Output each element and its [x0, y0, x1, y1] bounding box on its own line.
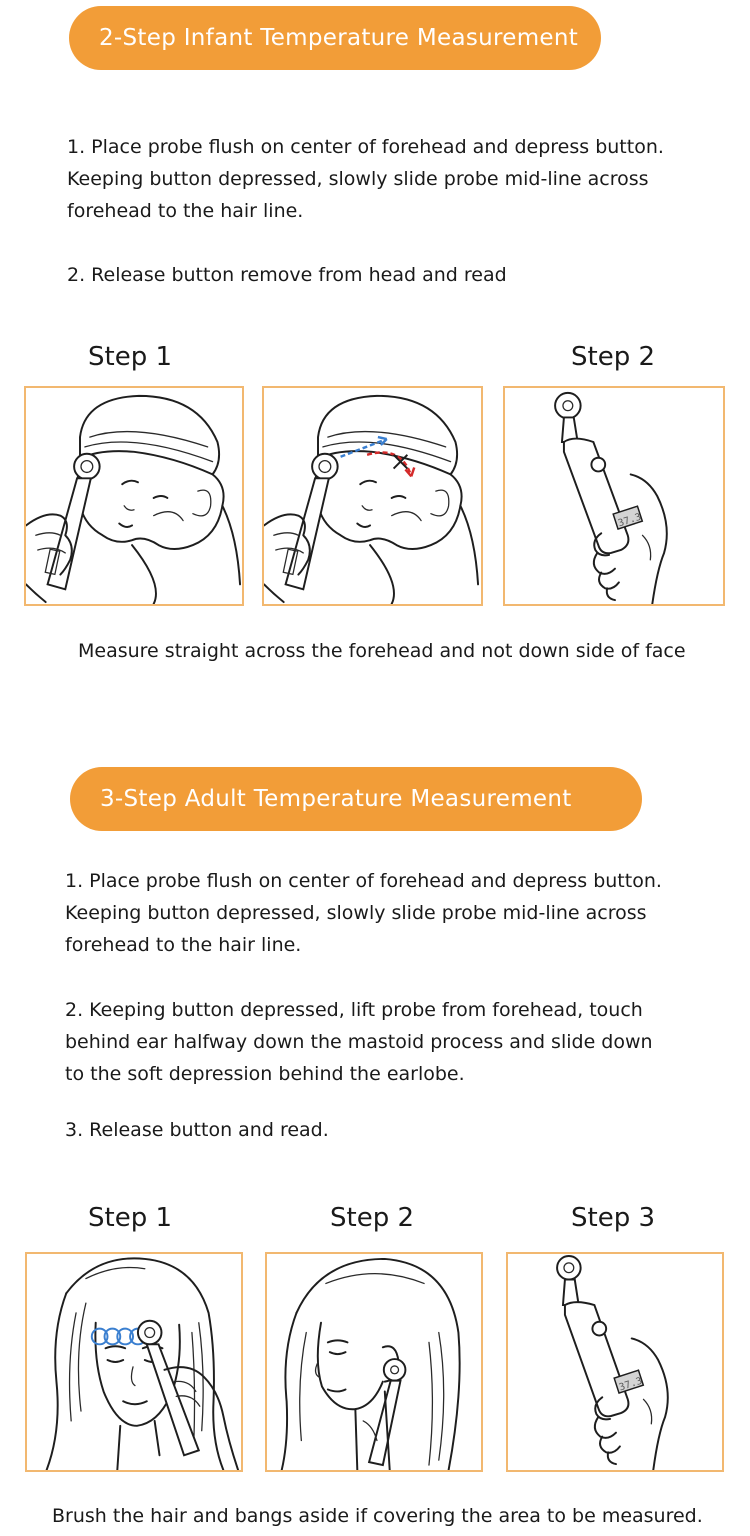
infant-step-1-illustration-direction	[262, 386, 483, 606]
infant-step-2-label: Step 2	[571, 342, 656, 372]
adult-step-2-text: 2. Keeping button depressed, lift probe from forehead, touch behind ear halfway down the mastoid process and slide down to the soft depression behind the earlobe.	[65, 999, 653, 1085]
infant-step-1-text: 1. Place probe flush on center of forehead and depress button. Keeping button depressed, slowly slide probe mid-line across forehead to the hair line.	[67, 136, 664, 222]
infant-step-1-label: Step 1	[88, 342, 173, 372]
adult-display-reading: 37.3	[617, 1375, 644, 1394]
infant-step-2-text: 2. Release button remove from head and read	[67, 264, 507, 286]
adult-step-2-label: Step 2	[330, 1203, 415, 1233]
adult-step-2-illustration	[265, 1252, 483, 1472]
infant-step-1-illustration	[24, 386, 244, 606]
adult-step-3-text: 3. Release button and read.	[65, 1119, 329, 1141]
infant-caption: Measure straight across the forehead and not down side of face	[78, 640, 686, 662]
infant-section-title: 2-Step Infant Temperature Measurement	[69, 6, 601, 70]
infant-display-reading: 37.3	[616, 511, 643, 530]
adult-step-1-text: 1. Place probe flush on center of forehead and depress button. Keeping button depressed, slowly slide probe mid-line across forehead to the hair line.	[65, 870, 662, 956]
infant-step-2-illustration	[503, 386, 725, 606]
adult-step-1-label: Step 1	[88, 1203, 173, 1233]
adult-step-3-illustration	[506, 1252, 724, 1472]
adult-step-3-label: Step 3	[571, 1203, 656, 1233]
adult-section-title: 3-Step Adult Temperature Measurement	[70, 767, 642, 831]
adult-caption: Brush the hair and bangs aside if covering the area to be measured.	[52, 1505, 703, 1527]
adult-step-1-illustration	[25, 1252, 243, 1472]
